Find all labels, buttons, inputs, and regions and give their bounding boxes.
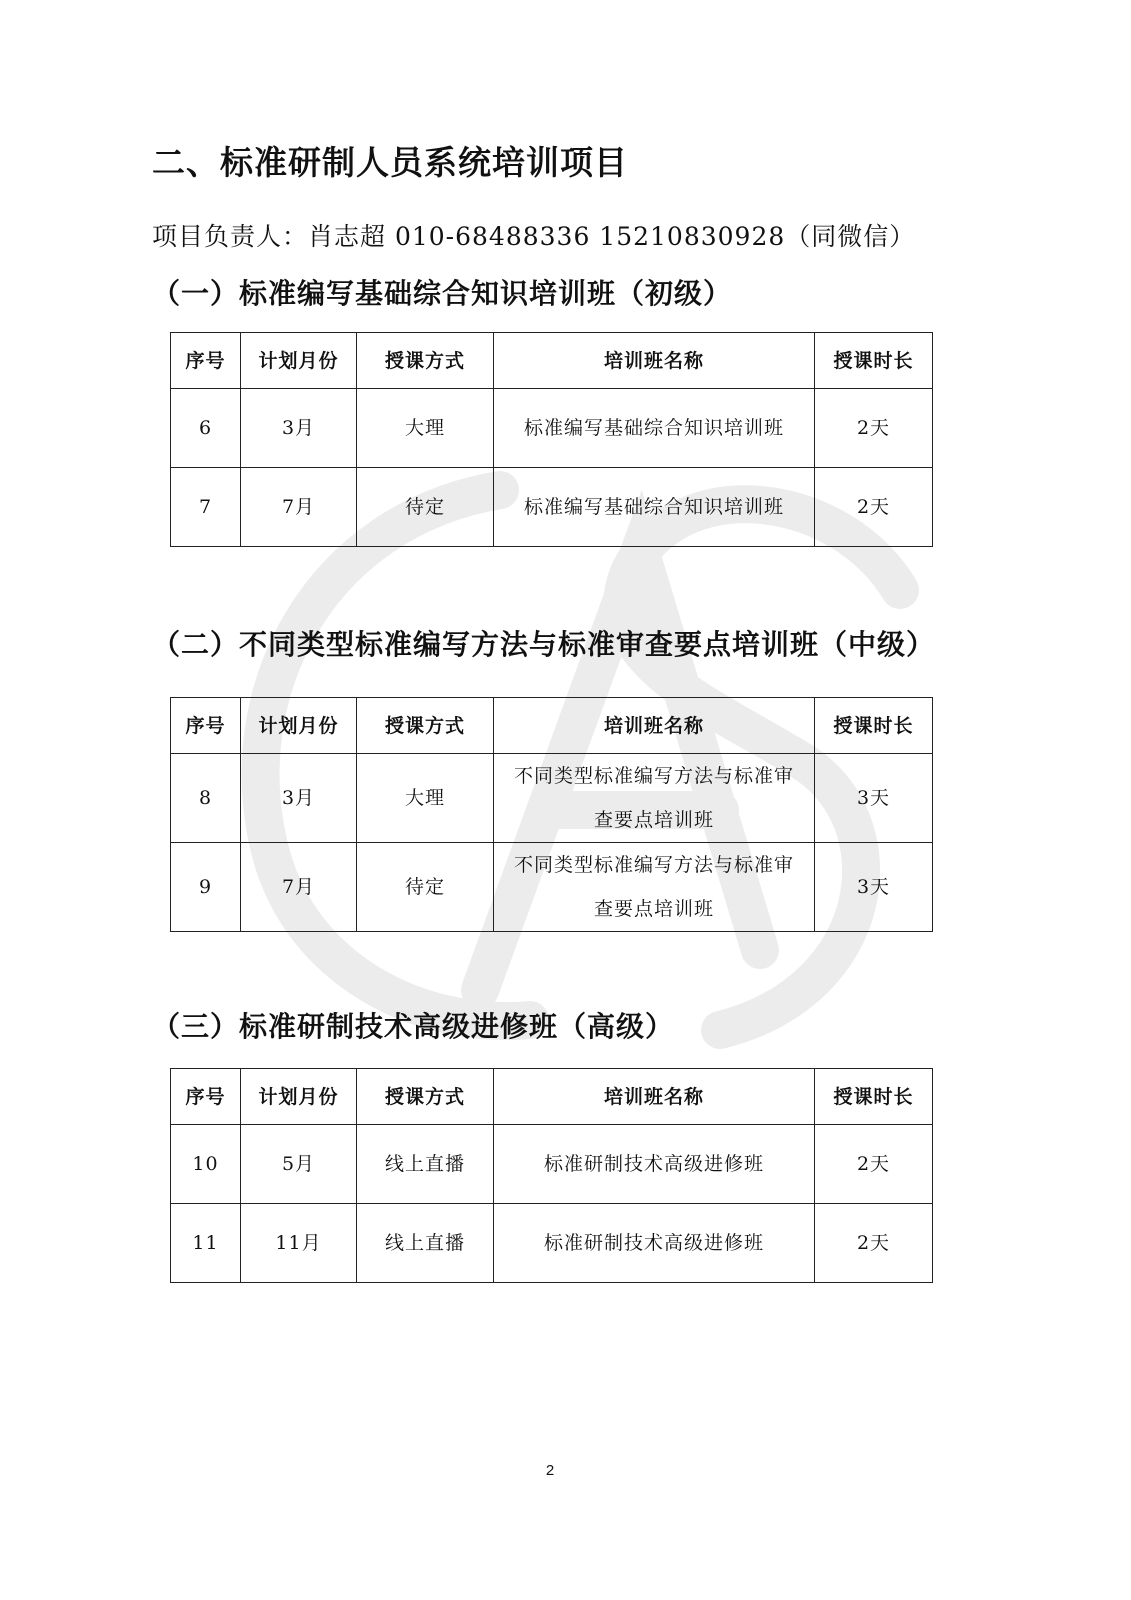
table-header-row — [171, 698, 933, 754]
column-header: 序号 — [171, 1069, 241, 1125]
cell-duration: 3天 — [815, 754, 933, 843]
cell-no: 8 — [171, 754, 241, 843]
section-title-beginner: （一）标准编写基础综合知识培训班（初级） — [152, 277, 733, 310]
section-title-advanced: （三）标准研制技术高级进修班（高级） — [152, 1010, 675, 1043]
cell-mode: 线上直播 — [357, 1204, 494, 1283]
column-header: 授课时长 — [815, 333, 933, 389]
cell-course-name: 标准研制技术高级进修班 — [494, 1125, 815, 1204]
column-header: 计划月份 — [241, 698, 357, 754]
table-row — [171, 389, 933, 468]
cell-duration: 2天 — [815, 1125, 933, 1204]
cell-duration: 3天 — [815, 843, 933, 932]
schedule-table-advanced — [170, 1068, 933, 1283]
column-header: 授课方式 — [357, 698, 494, 754]
column-header: 序号 — [171, 698, 241, 754]
cell-month: 3月 — [241, 389, 357, 468]
cell-mode: 大理 — [357, 389, 494, 468]
cell-course-name: 标准研制技术高级进修班 — [494, 1204, 815, 1283]
column-header: 计划月份 — [241, 333, 357, 389]
cell-course-name: 不同类型标准编写方法与标准审查要点培训班 — [494, 843, 815, 932]
cell-month: 7月 — [241, 468, 357, 547]
schedule-table-intermediate — [170, 697, 933, 932]
cell-month: 7月 — [241, 843, 357, 932]
page-number: 2 — [545, 1462, 555, 1479]
cell-course-name: 标准编写基础综合知识培训班 — [494, 468, 815, 547]
table-row — [171, 754, 933, 843]
cell-no: 11 — [171, 1204, 241, 1283]
cell-course-name: 不同类型标准编写方法与标准审查要点培训班 — [494, 754, 815, 843]
column-header: 培训班名称 — [494, 698, 815, 754]
page-title: 二、标准研制人员系统培训项目 — [152, 143, 628, 182]
cell-mode: 大理 — [357, 754, 494, 843]
table-header-row — [171, 1069, 933, 1125]
cell-no: 6 — [171, 389, 241, 468]
cell-no: 7 — [171, 468, 241, 547]
table-row — [171, 468, 933, 547]
cell-mode: 待定 — [357, 843, 494, 932]
column-header: 授课时长 — [815, 1069, 933, 1125]
column-header: 培训班名称 — [494, 333, 815, 389]
column-header: 授课方式 — [357, 1069, 494, 1125]
cell-no: 10 — [171, 1125, 241, 1204]
cell-course-name: 标准编写基础综合知识培训班 — [494, 389, 815, 468]
table-row — [171, 1125, 933, 1204]
section-title-intermediate: （二）不同类型标准编写方法与标准审查要点培训班（中级） — [152, 628, 936, 661]
cell-duration: 2天 — [815, 389, 933, 468]
cell-mode: 待定 — [357, 468, 494, 547]
cell-month: 3月 — [241, 754, 357, 843]
table-row — [171, 843, 933, 932]
table-row — [171, 1204, 933, 1283]
column-header: 培训班名称 — [494, 1069, 815, 1125]
cell-no: 9 — [171, 843, 241, 932]
cell-duration: 2天 — [815, 468, 933, 547]
cell-duration: 2天 — [815, 1204, 933, 1283]
cell-month: 5月 — [241, 1125, 357, 1204]
column-header: 授课时长 — [815, 698, 933, 754]
table-header-row — [171, 333, 933, 389]
cell-month: 11月 — [241, 1204, 357, 1283]
cell-mode: 线上直播 — [357, 1125, 494, 1204]
column-header: 计划月份 — [241, 1069, 357, 1125]
column-header: 序号 — [171, 333, 241, 389]
column-header: 授课方式 — [357, 333, 494, 389]
project-contact: 项目负责人：肖志超 010-68488336 15210830928（同微信） — [152, 222, 916, 251]
schedule-table-beginner — [170, 332, 933, 547]
